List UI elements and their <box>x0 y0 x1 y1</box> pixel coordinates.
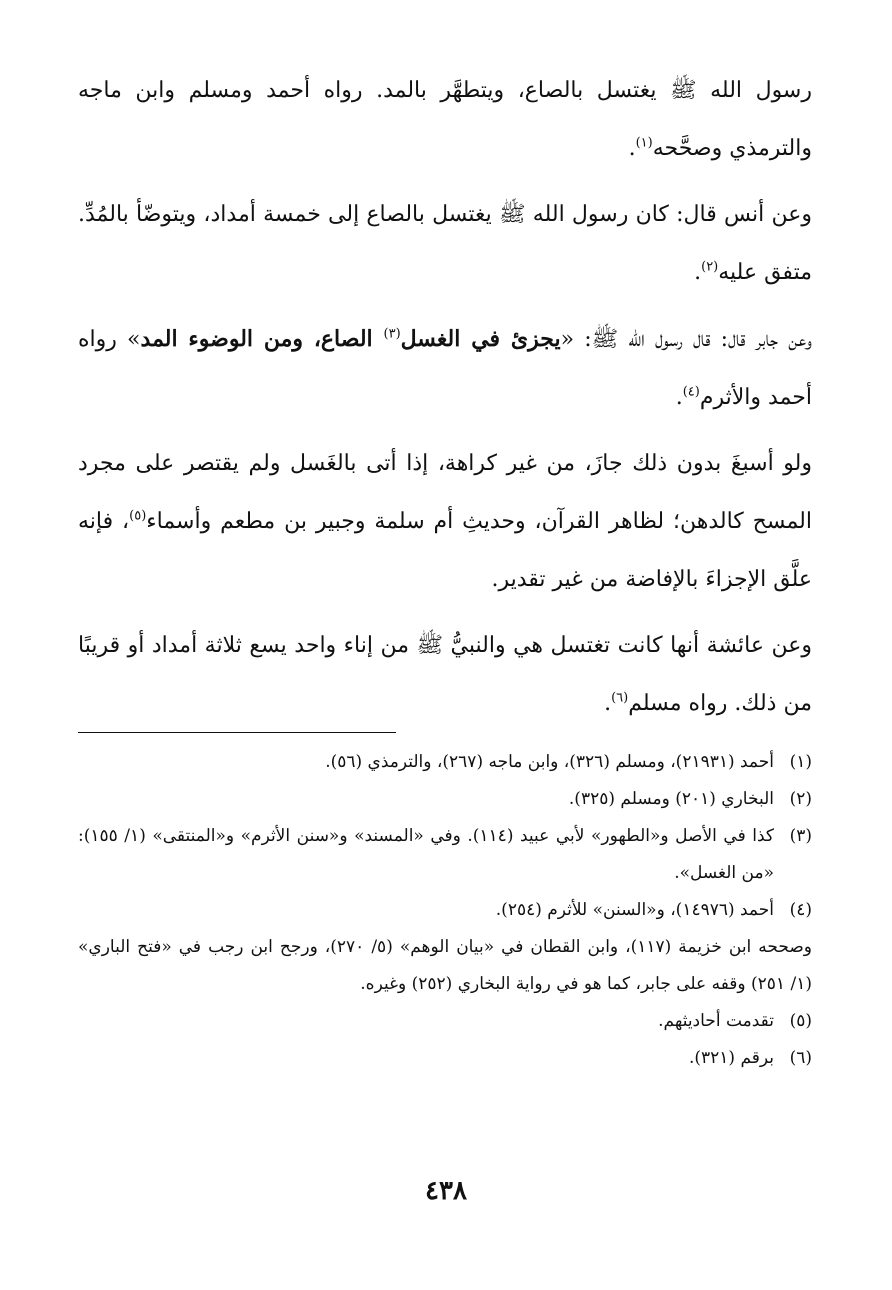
footnote-ref[interactable]: (٤) <box>682 384 700 400</box>
page-number: ٤٣٨ <box>425 1176 467 1206</box>
paragraph-1 <box>78 62 812 178</box>
hadith-text-bold: يجزئ في الغسل <box>400 326 561 352</box>
paragraph-text: ولو أسبغَ بدون ذلك جازَ، من غير كراهة، إذا أتى بالغَسل ولم يقتصر على مجرد المسح كالدهن؛ لظاهر القرآن، وحديثِ أم سلمة وجبير بن مطعم وأسماء <box>78 451 813 534</box>
footnote-6 <box>78 1040 812 1077</box>
footnote-text: برقم (٣٢١). <box>688 1048 774 1068</box>
paragraph-text: رسول الله ﷺ يغتسل بالصاع، ويتطهَّر بالمد. رواه أحمد ومسلم وابن ماجه والترمذي وصحَّحه <box>78 78 812 161</box>
paragraph-3 <box>78 310 812 427</box>
paragraph-4 <box>78 435 812 609</box>
paragraph-text: وعن أنس قال: كان رسول الله ﷺ يغتسل بالصاع إلى خمسة أمداد، ويتوضّأ بالمُدِّ. متفق عليه <box>78 202 812 285</box>
hadith-text-bold: الصاع، ومن الوضوء المد <box>140 326 384 352</box>
footnote-1 <box>78 744 812 781</box>
footnote-text: أحمد (٢١٩٣١)، ومسلم (٣٢٦)، وابن ماجه (٢٦٧)، والترمذي (٥٦). <box>325 752 774 772</box>
footnote-number: (٥) <box>789 1011 812 1031</box>
paragraph-text: . <box>604 691 612 716</box>
footnote-ref[interactable]: (٣) <box>383 326 401 342</box>
footnote-number: (٤) <box>789 900 812 920</box>
footnote-ref[interactable]: (٥) <box>129 508 147 524</box>
footnote-text: البخاري (٢٠١) ومسلم (٣٢٥). <box>568 789 774 809</box>
footnote-number: (٦) <box>789 1048 812 1068</box>
footnote-ref[interactable]: (٦) <box>611 690 629 706</box>
footnote-text: كذا في الأصل و«الطهور» لأبي عبيد (١١٤). وفي «المسند» و«سنن الأثرم» و«المنتقى» (١/ ١٥٥): «من الغسل». <box>78 826 774 883</box>
footnote-number: (٢) <box>789 789 812 809</box>
paragraph-text: ، فإنه علَّق الإجزاءَ بالإفاضة من غير تقدير. <box>78 509 812 592</box>
footnote-number: (٣) <box>789 826 812 846</box>
paragraph-text: . <box>628 136 636 161</box>
footnote-text: وصححه ابن خزيمة (١١٧)، وابن القطان في «بيان الوهم» (٥/ ٢٧٠)، ورجح ابن رجب في «فتح الباري» (١/ ٢٥١) وقفه على جابر، كما هو في رواية البخاري (٢٥٢) وغيره. <box>78 937 812 994</box>
footnote-5 <box>78 1003 812 1040</box>
footnote-4-continuation <box>78 929 812 1003</box>
footnote-separator <box>78 732 396 733</box>
footnote-4 <box>78 892 812 929</box>
footnotes <box>78 744 812 1077</box>
main-text <box>78 62 812 741</box>
footnote-ref[interactable]: (١) <box>635 135 653 151</box>
paragraph-text: وعن عائشة أنها كانت تغتسل هي والنبيُّ ﷺ من إناء واحد يسع ثلاثة أمداد أو قريبًا من ذلك. رواه مسلم <box>78 633 813 716</box>
paragraph-text: » رواه أحمد والأثرم <box>78 327 812 410</box>
paragraph-text: . <box>675 385 683 410</box>
footnote-text: أحمد (١٤٩٧٦)، و«السنن» للأثرم (٢٥٤). <box>495 900 774 920</box>
paragraph-text: . <box>694 260 702 285</box>
footnote-text: تقدمت أحاديثهم. <box>658 1011 774 1031</box>
footnote-number: (١) <box>789 752 812 772</box>
footnote-ref[interactable]: (٢) <box>701 259 719 275</box>
paragraph-2 <box>78 186 812 302</box>
paragraph-text: وعن جابر قال: قال رسول الله ﷺ: « <box>560 327 812 352</box>
footnote-3 <box>78 818 812 892</box>
paragraph-5 <box>78 617 812 733</box>
footnote-2 <box>78 781 812 818</box>
